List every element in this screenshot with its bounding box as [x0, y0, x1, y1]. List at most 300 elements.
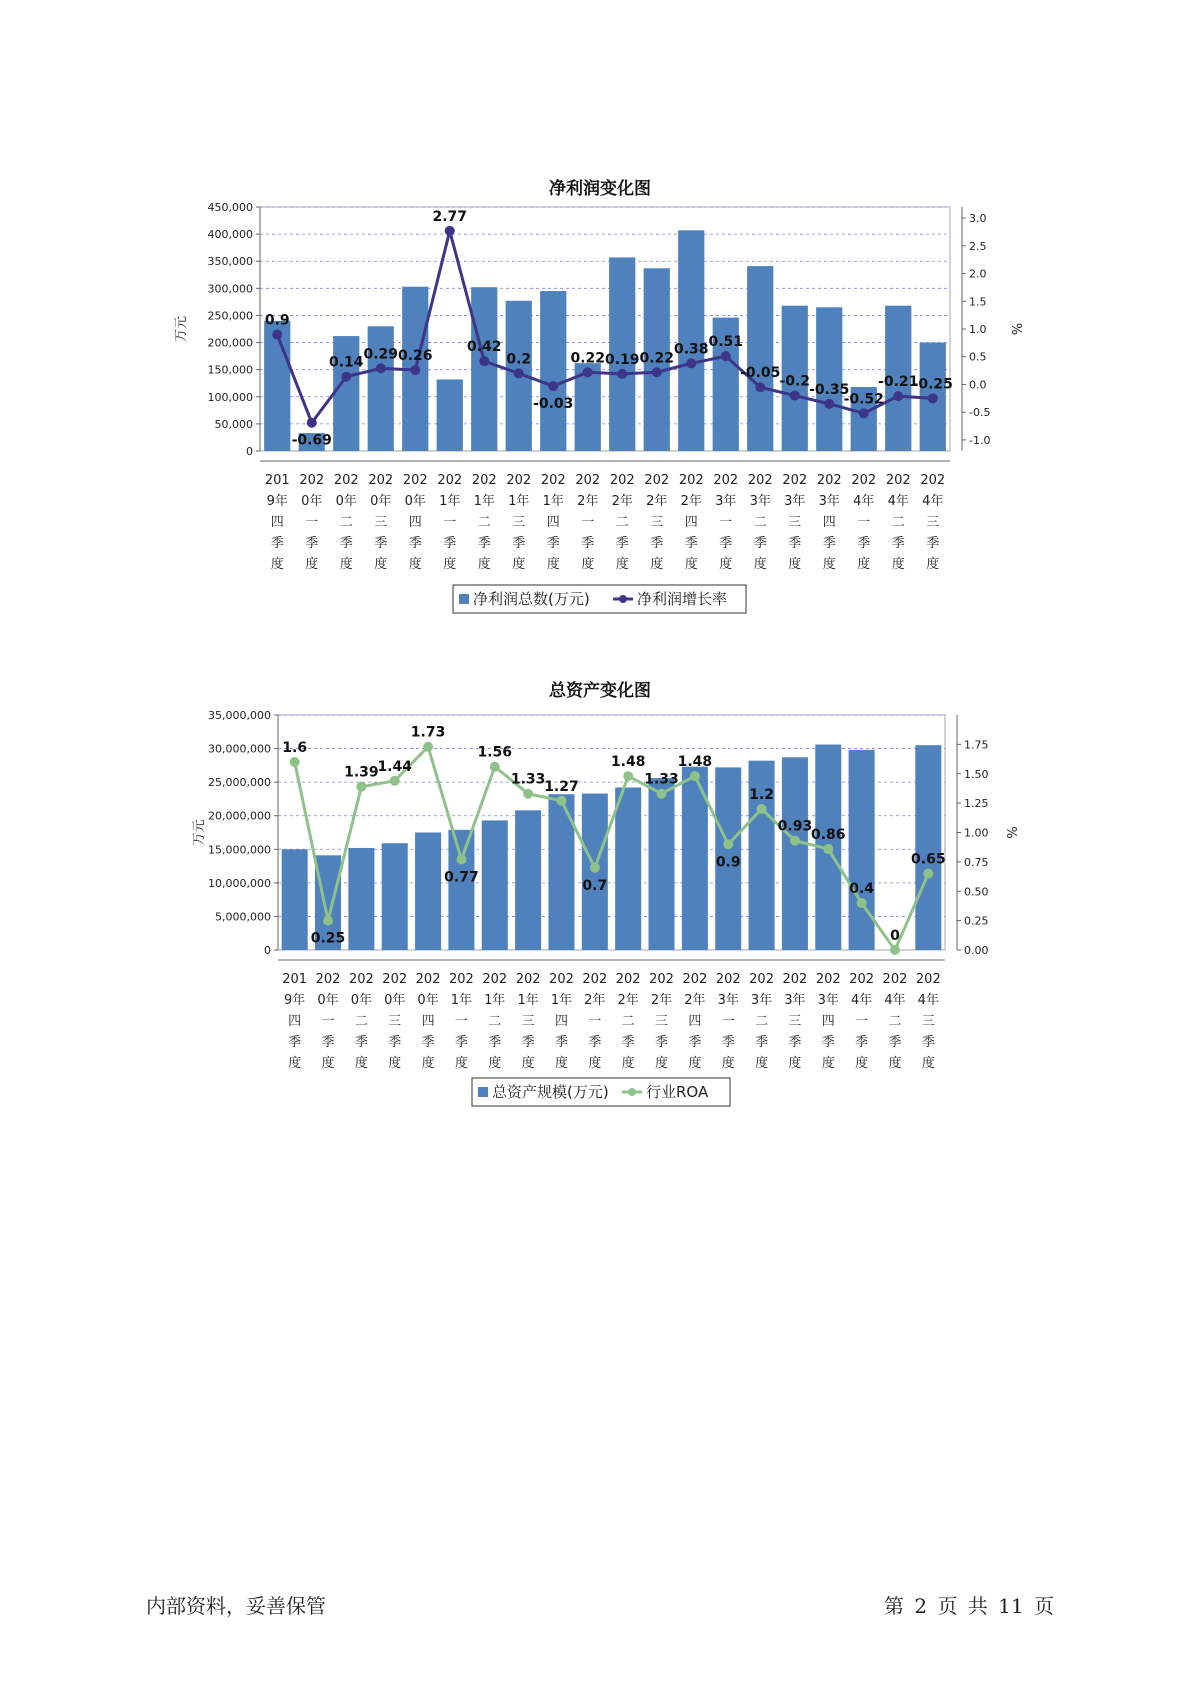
x-tick-label: 202 [506, 473, 532, 488]
x-tick-label: 202 [849, 972, 875, 987]
data-label: 1.48 [610, 754, 646, 771]
x-tick-label: 季 [788, 536, 802, 551]
x-tick-label: 度 [554, 1056, 568, 1071]
x-tick-label: 4年 [850, 993, 873, 1008]
x-tick-label: 季 [305, 536, 319, 551]
data-label: 1.6 [282, 740, 308, 756]
x-tick-label: 202 [682, 972, 708, 987]
data-label: 0.22 [570, 350, 606, 367]
line-point [410, 365, 420, 375]
y2-axis-label: % [1003, 826, 1018, 839]
x-tick-label: 202 [644, 473, 670, 488]
x-tick-label: 季 [926, 536, 940, 551]
x-tick-label: 二 [755, 1014, 769, 1029]
y2-tick-label: 1.25 [964, 797, 989, 811]
data-label: 1.56 [477, 744, 513, 761]
x-tick-label: 2年 [684, 993, 706, 1008]
data-label: 1.33 [644, 771, 679, 788]
data-label: 0 [890, 928, 900, 944]
x-tick-label: 0年 [404, 494, 426, 509]
x-tick-label: 一 [855, 1014, 869, 1029]
line-point [657, 789, 667, 799]
x-tick-label: 度 [821, 1056, 835, 1071]
x-tick-label: 四 [554, 1014, 568, 1029]
x-tick-label: 0年 [384, 993, 406, 1008]
x-tick-label: 度 [655, 1056, 669, 1071]
bar [615, 788, 641, 950]
x-tick-label: 二 [354, 1014, 368, 1029]
line-point [307, 418, 317, 428]
bar [747, 266, 773, 451]
x-tick-label: 1年 [450, 993, 473, 1008]
x-tick-label: 度 [719, 557, 733, 572]
x-tick-label: 三 [921, 1014, 935, 1029]
x-tick-label: 度 [855, 1056, 869, 1071]
x-tick-label: 度 [546, 557, 560, 572]
data-label: 0.77 [444, 869, 479, 886]
data-label: 1.2 [749, 787, 774, 803]
legend-bar-swatch [459, 594, 469, 604]
x-tick-label: 202 [747, 473, 773, 488]
x-tick-label: 三 [788, 1014, 802, 1029]
y-tick-label: 150,000 [207, 363, 253, 377]
x-tick-label: 度 [588, 1056, 602, 1071]
x-tick-label: 一 [321, 1014, 335, 1029]
x-tick-label: 季 [554, 1035, 568, 1050]
data-label: -0.25 [912, 376, 953, 393]
x-tick-label: 3年 [817, 993, 839, 1008]
footer-confidential-note: 内部资料，妥善保管 [146, 1594, 326, 1618]
x-tick-label: 季 [546, 536, 560, 551]
x-tick-label: 度 [374, 557, 388, 572]
x-tick-label: 度 [421, 1056, 435, 1071]
data-label: 1.73 [410, 724, 446, 741]
x-tick-label: 4年 [884, 993, 906, 1008]
x-tick-label: 季 [753, 536, 767, 551]
line-point [445, 226, 455, 236]
y2-tick-label: 0.5 [969, 350, 987, 364]
x-tick-label: 0年 [301, 494, 323, 509]
x-tick-label: 2年 [611, 494, 633, 509]
x-tick-label: 1年 [508, 494, 530, 509]
line-point [923, 869, 933, 879]
line-point [341, 372, 351, 382]
line-point [893, 391, 903, 401]
x-tick-label: 1年 [473, 494, 495, 509]
footer-page-number: 第 2 页 共 11 页 [884, 1594, 1054, 1618]
y-tick-label: 20,000,000 [208, 809, 271, 823]
x-tick-label: 二 [753, 515, 767, 530]
x-tick-label: 四 [421, 1014, 435, 1029]
bar [264, 321, 290, 451]
legend-line-marker [619, 595, 627, 603]
x-tick-label: 季 [788, 1035, 802, 1050]
y2-tick-label: 1.00 [964, 826, 989, 840]
x-tick-label: 度 [684, 557, 698, 572]
x-tick-label: 4年 [922, 494, 944, 509]
y-tick-label: 0 [246, 445, 253, 458]
x-tick-label: 202 [471, 473, 497, 488]
line-point [690, 771, 700, 781]
x-tick-label: 季 [512, 536, 526, 551]
x-tick-label: 4年 [887, 494, 909, 509]
x-tick-label: 2年 [584, 993, 606, 1008]
x-tick-label: 0年 [370, 494, 392, 509]
line-point [790, 836, 800, 846]
x-tick-label: 度 [857, 557, 871, 572]
y-tick-label: 15,000,000 [208, 843, 271, 857]
y-tick-label: 5,000,000 [215, 910, 271, 924]
line-point [652, 367, 662, 377]
y-tick-label: 350,000 [207, 255, 253, 269]
x-tick-label: 3年 [784, 494, 806, 509]
x-tick-label: 季 [374, 536, 388, 551]
data-label: 0.22 [639, 350, 675, 367]
bar [448, 830, 474, 950]
x-tick-label: 三 [521, 1014, 535, 1029]
y2-tick-label: 2.5 [969, 239, 987, 253]
x-tick-label: 202 [348, 972, 374, 987]
x-tick-label: 202 [816, 473, 842, 488]
x-tick-label: 202 [415, 972, 441, 987]
x-tick-label: 度 [788, 557, 802, 572]
x-tick-label: 二 [488, 1014, 502, 1029]
line-point [757, 804, 767, 814]
y2-tick-label: 0.0 [969, 378, 987, 392]
x-tick-label: 三 [926, 515, 940, 530]
x-tick-label: 度 [408, 557, 422, 572]
bar [849, 750, 875, 950]
y2-tick-label: -0.5 [969, 406, 991, 420]
line-point [590, 863, 600, 873]
x-tick-label: 三 [788, 515, 802, 530]
x-tick-label: 二 [891, 515, 905, 530]
x-tick-label: 季 [321, 1035, 335, 1050]
x-tick-label: 度 [615, 557, 629, 572]
bar [540, 291, 566, 451]
x-tick-label: 度 [443, 557, 457, 572]
legend-line-label: 行业ROA [646, 1083, 709, 1101]
x-tick-label: 2年 [680, 494, 702, 509]
bar [482, 820, 508, 950]
data-label: -0.35 [809, 381, 850, 398]
x-tick-label: 度 [488, 1056, 502, 1071]
y2-tick-label: 1.0 [969, 323, 987, 336]
x-tick-label: 2年 [617, 993, 639, 1008]
line-point [790, 391, 800, 401]
x-tick-label: 202 [382, 972, 408, 987]
x-tick-label: 一 [443, 515, 457, 530]
data-label: 0.14 [328, 354, 364, 371]
bar [471, 287, 497, 451]
x-tick-label: 季 [443, 536, 457, 551]
x-tick-label: 202 [582, 972, 608, 987]
data-label: 0.7 [582, 877, 608, 894]
x-tick-label: 2年 [577, 494, 599, 509]
y2-tick-label: 1.5 [969, 295, 987, 309]
x-tick-label: 度 [581, 557, 595, 572]
x-tick-label: 三 [650, 515, 664, 530]
line-point [290, 757, 300, 767]
total-assets-chart-svg [0, 660, 1191, 1135]
data-label: 0.65 [911, 851, 946, 868]
line-point [548, 381, 558, 391]
data-label: 0.38 [673, 341, 709, 358]
bar [437, 379, 463, 451]
x-tick-label: 季 [588, 1035, 602, 1050]
line-point [323, 916, 333, 926]
x-tick-label: 度 [354, 1056, 368, 1071]
x-tick-label: 四 [822, 515, 836, 530]
line-point [721, 351, 731, 361]
x-tick-label: 季 [288, 1035, 302, 1050]
x-tick-label: 季 [408, 536, 422, 551]
x-tick-label: 202 [782, 972, 808, 987]
y2-tick-label: 1.50 [964, 767, 989, 781]
y-axis-label: 万元 [192, 819, 207, 846]
legend-line-label: 净利润增长率 [637, 590, 728, 608]
x-tick-label: 202 [649, 972, 674, 987]
x-tick-label: 度 [788, 1056, 802, 1071]
line-point [423, 742, 433, 752]
y2-axis-label: % [1008, 322, 1023, 336]
x-tick-label: 季 [655, 1035, 669, 1050]
data-label: 0.26 [397, 348, 433, 365]
x-tick-label: 季 [684, 536, 698, 551]
line-point [859, 408, 869, 418]
line-point [617, 369, 627, 379]
bar [816, 307, 842, 451]
data-label: 1.48 [677, 754, 713, 771]
x-tick-label: 季 [888, 1035, 902, 1050]
x-tick-label: 一 [581, 515, 595, 530]
x-tick-label: 202 [315, 972, 341, 987]
data-label: -0.21 [878, 374, 919, 391]
x-tick-label: 一 [719, 515, 733, 530]
bar [415, 833, 441, 951]
x-tick-label: 度 [688, 1056, 702, 1071]
x-tick-label: 202 [575, 473, 601, 488]
data-label: 0.86 [811, 826, 846, 843]
x-tick-label: 4年 [917, 993, 939, 1008]
x-tick-label: 季 [921, 1035, 935, 1050]
x-tick-label: 一 [721, 1014, 735, 1029]
x-tick-label: 202 [882, 972, 908, 987]
x-tick-label: 度 [721, 1056, 735, 1071]
line-point [556, 796, 566, 806]
y2-tick-label: -1.0 [969, 433, 991, 447]
line-point [514, 368, 524, 378]
x-tick-label: 季 [721, 1035, 735, 1050]
x-tick-label: 季 [521, 1035, 535, 1050]
x-tick-label: 3年 [784, 993, 806, 1008]
line-point [623, 771, 633, 781]
bar [915, 745, 941, 950]
chart-title: 净利润变化图 [549, 179, 651, 199]
x-tick-label: 度 [477, 557, 491, 572]
x-tick-label: 1年 [439, 494, 461, 509]
x-tick-label: 季 [581, 536, 595, 551]
data-label: 1.27 [544, 778, 579, 795]
x-tick-label: 3年 [818, 494, 840, 509]
net-profit-chart [0, 165, 1191, 645]
x-tick-label: 度 [454, 1056, 468, 1071]
data-label: 0.42 [466, 339, 502, 356]
x-tick-label: 季 [270, 536, 284, 551]
x-tick-label: 度 [305, 557, 319, 572]
x-tick-label: 季 [339, 536, 353, 551]
net-profit-chart-svg [0, 165, 1191, 645]
x-tick-label: 202 [609, 473, 635, 488]
bar [382, 843, 408, 950]
x-tick-label: 季 [621, 1035, 635, 1050]
y-tick-label: 35,000,000 [208, 709, 271, 722]
x-tick-label: 四 [546, 515, 560, 530]
x-tick-label: 度 [888, 1056, 902, 1071]
x-tick-label: 202 [815, 972, 841, 987]
x-tick-label: 三 [388, 1014, 402, 1029]
x-tick-label: 季 [855, 1035, 869, 1050]
data-label: 1.33 [510, 771, 546, 788]
y-tick-label: 25,000,000 [208, 776, 271, 790]
x-tick-label: 202 [915, 972, 941, 987]
legend-bar-label: 总资产规模(万元) [492, 1083, 609, 1101]
line-point [490, 762, 500, 772]
x-tick-label: 季 [354, 1035, 368, 1050]
y-tick-label: 450,000 [207, 201, 253, 214]
x-tick-label: 季 [821, 1035, 835, 1050]
x-tick-label: 度 [921, 1056, 935, 1071]
x-tick-label: 9年 [284, 993, 306, 1008]
line-point [723, 839, 733, 849]
x-tick-label: 四 [270, 515, 284, 530]
line-point [479, 356, 489, 366]
bar [368, 326, 394, 451]
x-tick-label: 季 [454, 1035, 468, 1050]
x-tick-label: 季 [388, 1035, 402, 1050]
line-point [390, 776, 400, 786]
x-tick-label: 季 [421, 1035, 435, 1050]
y-tick-label: 200,000 [207, 336, 253, 350]
y2-tick-label: 1.75 [964, 738, 989, 752]
x-tick-label: 202 [549, 972, 574, 987]
x-tick-label: 1年 [517, 993, 539, 1008]
data-label: 0.25 [310, 930, 346, 947]
line-point [456, 855, 466, 865]
y2-tick-label: 0.25 [964, 914, 989, 928]
x-tick-label: 度 [753, 557, 767, 572]
x-tick-label: 度 [288, 1056, 302, 1071]
data-label: 0.4 [849, 881, 875, 897]
data-label: 0.2 [506, 351, 532, 368]
x-tick-label: 四 [684, 515, 698, 530]
data-label: -0.03 [533, 396, 574, 413]
line-point [928, 393, 938, 403]
line-point [686, 358, 696, 368]
x-tick-label: 一 [305, 515, 319, 530]
x-tick-label: 202 [482, 972, 508, 987]
y-tick-label: 50,000 [214, 417, 253, 431]
x-tick-label: 201 [282, 972, 308, 987]
data-label: 0.51 [708, 334, 744, 351]
y2-tick-label: 0.75 [964, 855, 989, 869]
x-tick-label: 度 [891, 557, 905, 572]
x-tick-label: 202 [615, 972, 641, 987]
x-tick-label: 202 [333, 473, 359, 488]
y-tick-label: 400,000 [207, 228, 253, 242]
x-tick-label: 度 [822, 557, 836, 572]
data-label: -0.2 [779, 373, 811, 390]
x-tick-label: 度 [755, 1056, 769, 1071]
y-tick-label: 300,000 [207, 282, 253, 296]
x-tick-label: 202 [851, 473, 877, 488]
x-tick-label: 0年 [350, 993, 373, 1008]
x-tick-label: 度 [650, 557, 664, 572]
x-tick-label: 季 [755, 1035, 769, 1050]
x-tick-label: 三 [374, 515, 388, 530]
x-tick-label: 1年 [542, 494, 564, 509]
x-tick-label: 季 [650, 536, 664, 551]
x-tick-label: 二 [621, 1014, 635, 1029]
x-tick-label: 0年 [417, 993, 439, 1008]
x-tick-label: 202 [885, 473, 911, 488]
chart-title: 总资产变化图 [549, 681, 651, 701]
x-tick-label: 2年 [650, 993, 673, 1008]
x-tick-label: 202 [749, 972, 774, 987]
line-point [272, 330, 282, 340]
x-tick-label: 1年 [550, 993, 573, 1008]
data-label: -0.69 [291, 432, 332, 449]
x-tick-label: 3年 [749, 494, 771, 509]
x-tick-label: 三 [655, 1014, 669, 1029]
bar [782, 757, 808, 950]
bar [282, 849, 308, 950]
x-tick-label: 3年 [717, 993, 739, 1008]
line-point [823, 844, 833, 854]
line-point [583, 367, 593, 377]
x-tick-label: 201 [264, 473, 290, 488]
y-tick-label: 10,000,000 [208, 876, 271, 890]
x-tick-label: 季 [822, 536, 836, 551]
x-tick-label: 季 [615, 536, 629, 551]
data-label: 0.19 [604, 351, 640, 368]
line-point [376, 363, 386, 373]
x-tick-label: 202 [782, 473, 808, 488]
line-point [824, 399, 834, 409]
data-label: 0.9 [715, 854, 741, 871]
x-tick-label: 季 [488, 1035, 502, 1050]
line-point [857, 898, 867, 908]
y2-tick-label: 0.50 [964, 885, 989, 899]
data-label: -0.05 [740, 365, 781, 382]
line-point [890, 945, 900, 955]
x-tick-label: 一 [454, 1014, 468, 1029]
x-tick-label: 二 [477, 515, 491, 530]
x-tick-label: 度 [339, 557, 353, 572]
x-tick-label: 一 [588, 1014, 602, 1029]
bar [348, 848, 374, 950]
x-tick-label: 202 [437, 473, 463, 488]
line-point [356, 782, 366, 792]
data-label: 0.93 [777, 818, 813, 835]
x-tick-label: 四 [288, 1014, 302, 1029]
x-tick-label: 四 [408, 515, 422, 530]
x-tick-label: 二 [339, 515, 353, 530]
x-tick-label: 四 [821, 1014, 835, 1029]
x-tick-label: 1年 [484, 993, 506, 1008]
x-tick-label: 202 [299, 473, 325, 488]
line-point [755, 382, 765, 392]
